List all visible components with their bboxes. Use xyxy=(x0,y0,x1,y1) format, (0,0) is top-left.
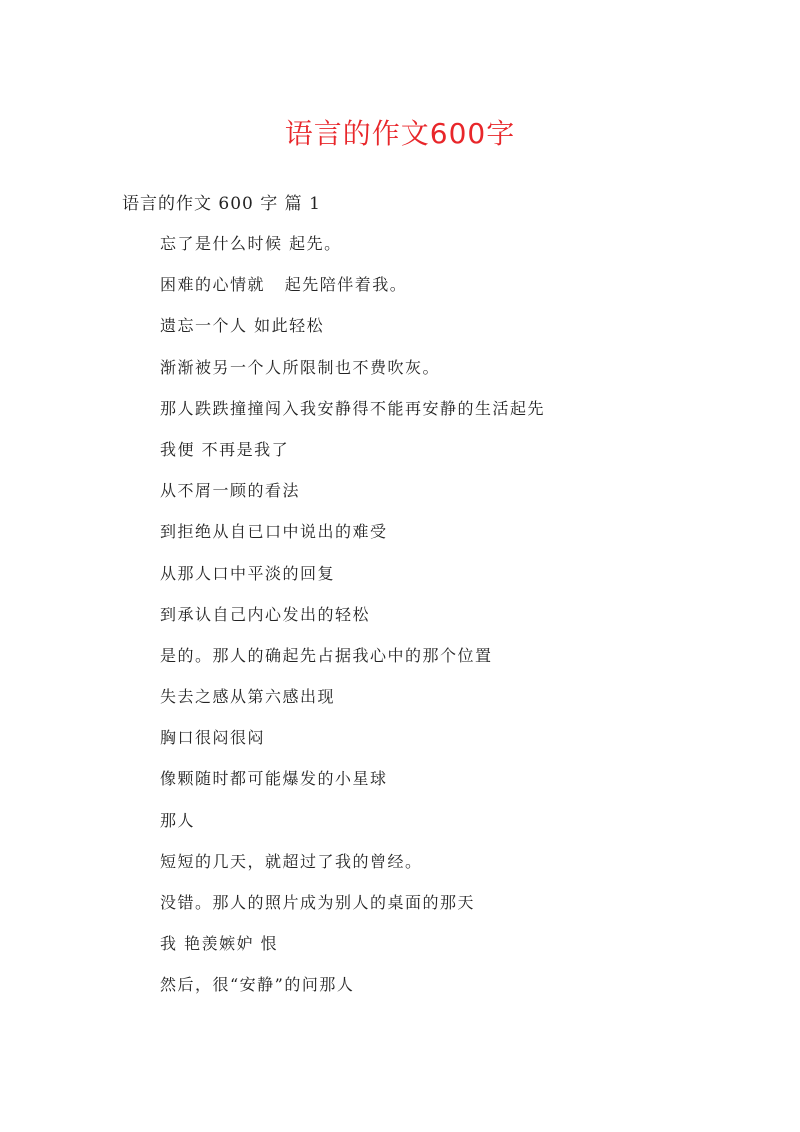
poem-line: 胸口很闷很闷 xyxy=(160,728,266,748)
poem-line: 到承认自己内心发出的轻松 xyxy=(160,604,371,624)
poem-line: 没错。那人的照片成为别人的桌面的那天 xyxy=(160,893,476,912)
poem-line: 那人跌跌撞撞闯入我安静得不能再安静的生活起先 xyxy=(160,398,546,418)
poem-line: 短短的几天，就超过了我的曾经。 xyxy=(160,851,423,871)
section-heading: 语言的作文 600 字 篇 1 xyxy=(122,194,321,214)
poem-line: 我 艳羡嫉妒 恨 xyxy=(160,934,279,954)
poem-line: 然后，很“安静”的问那人 xyxy=(160,975,355,995)
poem-line: 渐渐被另一个人所限制也不费吹灰。 xyxy=(160,357,441,377)
poem-line: 像颗随时都可能爆发的小星球 xyxy=(160,769,388,789)
poem-line: 到拒绝从自已口中说出的难受 xyxy=(160,522,388,542)
poem-line: 从那人口中平淡的回复 xyxy=(160,563,336,583)
document-title: 语言的作文600字 xyxy=(284,117,516,150)
poem-line: 忘了是什么时候 起先。 xyxy=(160,234,342,253)
poem-line: 遗忘一个人 如此轻松 xyxy=(160,316,325,336)
poem-line: 那人 xyxy=(160,810,196,830)
poem-line: 是的。那人的确起先占据我心中的那个位置 xyxy=(160,645,493,665)
poem-line: 失去之感从第六感出现 xyxy=(160,687,336,707)
poem-line: 困难的心情就 起先陪伴着我。 xyxy=(160,275,408,295)
poem-line: 从不屑一顾的看法 xyxy=(160,481,301,501)
poem-line: 我便 不再是我了 xyxy=(160,439,290,459)
poem-lines xyxy=(160,232,545,1015)
